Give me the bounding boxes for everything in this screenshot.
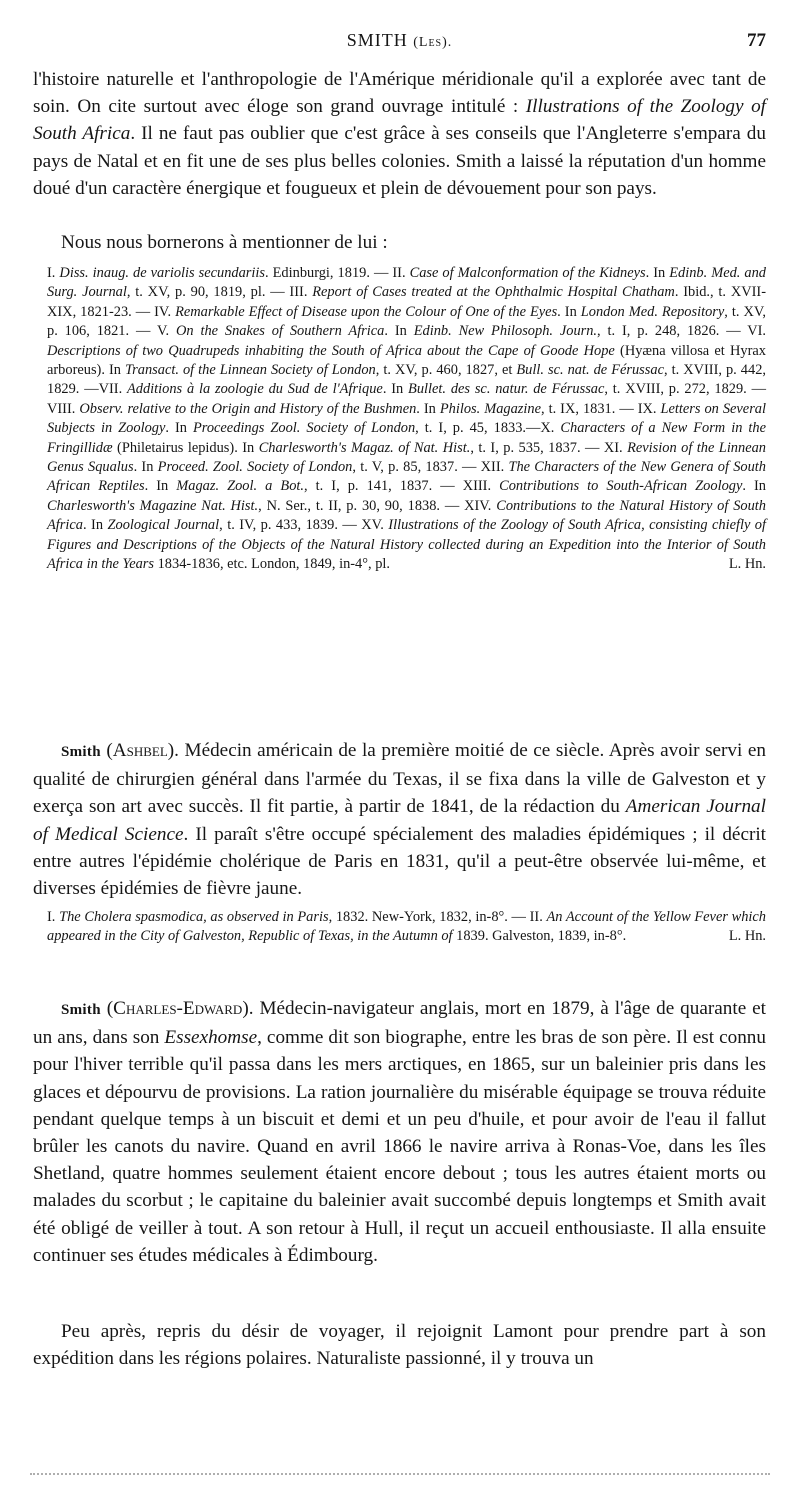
headword: Smith <box>61 744 101 760</box>
running-head-title: SMITH (Les). <box>346 30 453 50</box>
author-signature: L. Hn. <box>728 928 766 945</box>
bibliography-smith-ashbel: I. The Cholera spasmodica, as observed in Paris, 1832. New-York, 1832, in-8°. — II. An Account of the Yellow Fever which appeared in the City of Galveston, Republic of Texas, in the Autumn of 1839. Galveston, 1839, in-8°. L. Hn. <box>47 908 766 947</box>
paragraph-intro-list: Nous nous bornerons à mentionner de lui : <box>61 232 388 253</box>
page-number: 77 <box>747 30 766 51</box>
paragraph-continuation: l'histoire naturelle et l'anthropologie de l'Amérique méridionale qu'il a explorée avec tant de soin. On cite surtout avec éloge son grand ouvrage intitulé : Illustrations of the Zoology of South Africa. Il ne faut pas oublier que c'est grâce à ses conseils que l'Angleterre s'empara du pays de Natal et en fit une de ses plus belles colonies. Smith a laissé la réputation d'un homme doué d'un caractère énergique et fougueux et plein de dévouement pour son pays. <box>33 69 766 199</box>
author-signature: L. Hn. <box>728 556 766 573</box>
running-head-title-sc: (Les). <box>413 35 453 50</box>
headword: Smith <box>61 1002 101 1018</box>
scan-edge-dots <box>30 1473 770 1477</box>
headword-name: (Charles-Edward). <box>106 998 254 1019</box>
bibliography-smith-andrew: I. Diss. inaug. de variolis secundariis. Edinburgi, 1819. — II. Case of Malconformation of the Kidneys. In Edinb. Med. and Surg. Journal, t. XV, p. 90, 1819, pl. — III. Report of Cases treated at the Ophthalmic Hospital Chatham. Ibid., t. XVII-XIX, 1821-23. — IV. Remarkable Effect of Disease upon the Colour of One of the Eyes. In London Med. Repository, t. XV, p. 106, 1821. — V. On the Snakes of Southern Africa. In Edinb. New Philosoph. Journ., t. I, p. 248, 1826. — VI. Descriptions of two Quadrupeds inhabiting the South of Africa about the Cape of Goode Hope (Hyæna villosa et Hyrax arboreus). In Transact. of the Linnean Society of London, t. XV, p. 460, 1827, et Bull. sc. nat. de Férussac, t. XVIII, p. 442, 1829. —VII. Additions à la zoologie du Sud de l'Afrique. In Bullet. des sc. natur. de Férussac, t. XVIII, p. 272, 1829. — VIII. Observ. relative to the Origin and History of the Bushmen. In Philos. Magazine, t. IX, 1831. — IX. Letters on Several Subjects in Zoology. In Proceedings Zool. Society of London, t. I, p. 45, 1833.—X. Characters of a New Form in the Fringillidæ (Philetairus lepidus). In Charlesworth's Magaz. of Nat. Hist., t. I, p. 535, 1837. — XI. Revision of the Linnean Genus Squalus. In Proceed. Zool. Society of London, t. V, p. 85, 1837. — XII. The Characters of the New Genera of South African Reptiles. In Magaz. Zool. a Bot., t. I, p. 141, 1837. — XIII. Contributions to South-African Zoology. In Charlesworth's Magazine Nat. Hist., N. Ser., t. II, p. 30, 90, 1838. — XIV. Contributions to the Natural History of South Africa. In Zoological Journal, t. IV, p. 433, 1839. — XV. Illustrations of the Zoology of South Africa, consisting chiefly of Figures and Descriptions of the Objects of the Natural History collected during an Expedition into the Interior of South Africa in the Years 1834-1836, etc. London, 1849, in-4°, pl. L. Hn. <box>47 264 766 575</box>
entry-smith-charles-edward: Smith (Charles-Edward). Médecin-navigateur anglais, mort en 1879, à l'âge de quarante et un ans, dans son Essexhomse, comme dit son biographe, entre les bras de son père. Il est connu pour l'hiver terrible qu'il passa dans les mers arctiques, en 1865, sur un baleinier pris dans les glaces et dépourvu de provisions. La ration journalière du misérable équipage se trouva réduite pendant quelque temps à un biscuit et demi et un peu d'huile, et pour avoir de l'eau il fallut brûler les canots du navire. Quand en avril 1866 le navire arriva à Ronas-Voe, dans les îles Shetland, quatre hommes seulement étaient encore debout ; tous les autres étaient morts ou malades du scorbut ; le capitaine du baleinier avait succombé depuis longtemps et Smith avait été obligé de veiller à tout. A son retour à Hull, il reçut un accueil enthousiaste. Il alla ensuite continuer ses études médicales à Édimbourg. <box>33 998 767 1266</box>
headword-name: (Ashbel). <box>106 740 179 761</box>
running-head <box>33 30 766 56</box>
paragraph-final: Peu après, repris du désir de voyager, il rejoignit Lamont pour prendre part à son expédition dans les régions polaires. Naturaliste passionné, il y trouva un <box>33 1321 766 1370</box>
entry-smith-ashbel: Smith (Ashbel). Médecin américain de la première moitié de ce siècle. Après avoir servi en qualité de chirurgien général dans l'armée du Texas, il se fixa dans la ville de Galveston et y exerça son art avec succès. Il fit partie, à partir de 1841, de la rédaction du American Journal of Medical Science. Il paraît s'être occupé spécialement des maladies épidémiques ; il décrit entre autres l'épidémie cholérique de Paris en 1831, qu'il a peut-être observée lui-même, et diverses épidémies de fièvre jaune. <box>33 740 767 900</box>
